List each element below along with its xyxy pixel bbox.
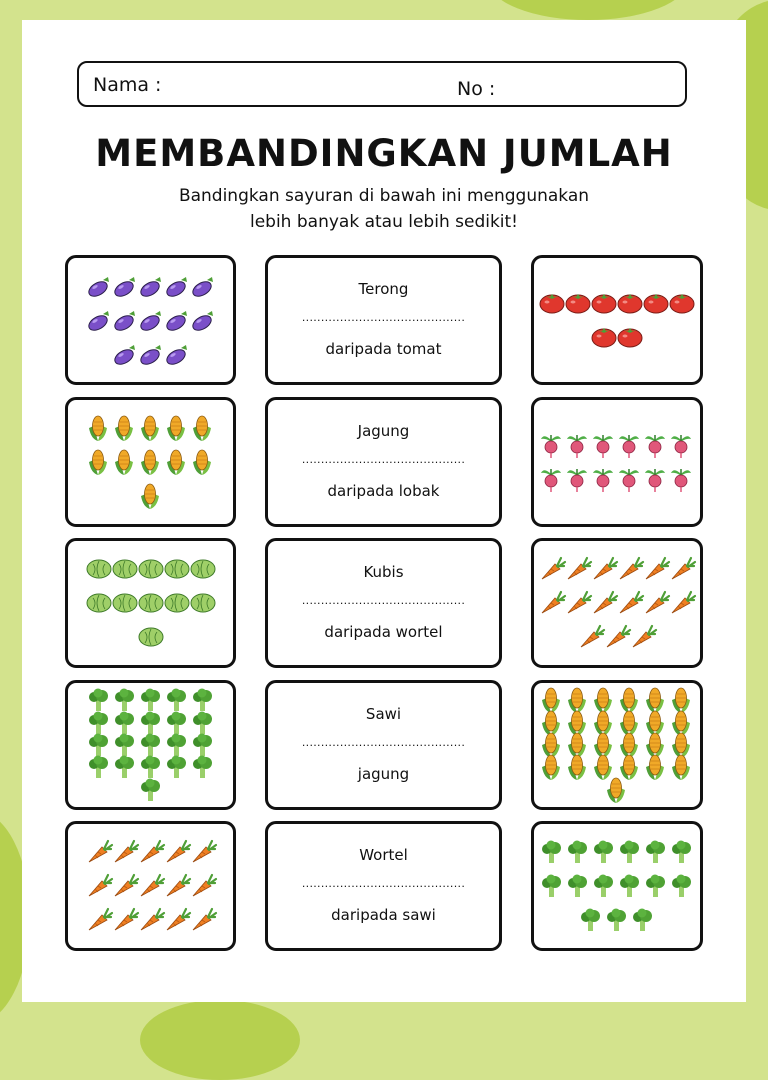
carrot-icon	[630, 624, 656, 650]
broccoli-icon	[112, 754, 138, 780]
cabbage-icon	[86, 556, 112, 582]
number-label: No :	[457, 78, 496, 100]
corn-icon	[669, 754, 695, 780]
carrot-icon	[190, 907, 216, 933]
carrot-icon	[112, 873, 138, 899]
carrot-icon	[565, 590, 591, 616]
carrot-icon	[190, 873, 216, 899]
instructions-line-2: lebih banyak atau lebih sedikit!	[249, 212, 518, 232]
eggplant-icon	[138, 307, 164, 333]
corn-icon	[190, 449, 216, 475]
tomato-icon	[591, 324, 617, 350]
carrot-icon	[138, 907, 164, 933]
cabbage-icon	[112, 590, 138, 616]
left-picture-box	[65, 821, 236, 951]
answer-blank[interactable]: ...........................................	[301, 736, 466, 749]
radish-icon	[669, 466, 695, 492]
corn-icon	[138, 483, 164, 509]
broccoli-icon	[669, 839, 695, 865]
broccoli-icon	[578, 907, 604, 933]
eggplant-icon	[138, 341, 164, 367]
eggplant-icon	[164, 273, 190, 299]
instructions	[22, 183, 746, 235]
broccoli-icon	[643, 873, 669, 899]
carrot-icon	[86, 839, 112, 865]
compare-label: daripada tomat	[325, 340, 442, 358]
radish-icon	[643, 432, 669, 458]
broccoli-icon	[539, 839, 565, 865]
carrot-icon	[138, 873, 164, 899]
broccoli-icon	[565, 873, 591, 899]
radish-icon	[669, 432, 695, 458]
radish-icon	[565, 432, 591, 458]
radish-icon	[617, 432, 643, 458]
left-picture-box	[65, 255, 236, 385]
cabbage-icon	[190, 556, 216, 582]
corn-icon	[86, 415, 112, 441]
carrot-icon	[164, 839, 190, 865]
answer-blank[interactable]: ...........................................	[301, 453, 466, 466]
eggplant-icon	[138, 273, 164, 299]
corn-icon	[112, 449, 138, 475]
radish-icon	[617, 466, 643, 492]
broccoli-icon	[138, 777, 164, 803]
corn-icon	[86, 449, 112, 475]
corn-icon	[112, 415, 138, 441]
instructions-line-1: Bandingkan sayuran di bawah ini menggunakan	[178, 186, 590, 206]
comparison-text-box	[265, 538, 502, 668]
subject-label: Jagung	[357, 422, 410, 440]
tomato-icon	[591, 290, 617, 316]
broccoli-icon	[86, 754, 112, 780]
right-picture-box	[531, 538, 703, 668]
right-picture-box	[531, 821, 703, 951]
right-picture-box	[531, 255, 703, 385]
radish-icon	[539, 466, 565, 492]
carrot-icon	[591, 590, 617, 616]
carrot-icon	[617, 590, 643, 616]
corn-icon	[164, 449, 190, 475]
eggplant-icon	[190, 273, 216, 299]
carrot-icon	[190, 839, 216, 865]
broccoli-icon	[617, 839, 643, 865]
carrot-icon	[164, 873, 190, 899]
corn-icon	[164, 415, 190, 441]
tomato-icon	[617, 324, 643, 350]
carrot-icon	[164, 907, 190, 933]
radish-icon	[565, 466, 591, 492]
carrot-icon	[112, 907, 138, 933]
right-picture-box	[531, 397, 703, 527]
corn-icon	[565, 754, 591, 780]
cabbage-icon	[138, 590, 164, 616]
broccoli-icon	[539, 873, 565, 899]
compare-label: jagung	[357, 765, 410, 783]
cabbage-icon	[190, 590, 216, 616]
carrot-icon	[578, 624, 604, 650]
corn-icon	[604, 777, 630, 803]
corn-icon	[138, 449, 164, 475]
eggplant-icon	[164, 307, 190, 333]
carrot-icon	[643, 556, 669, 582]
comparison-text-box	[265, 397, 502, 527]
cabbage-icon	[164, 590, 190, 616]
comparison-text-box	[265, 821, 502, 951]
broccoli-icon	[669, 873, 695, 899]
tomato-icon	[565, 290, 591, 316]
carrot-icon	[617, 556, 643, 582]
broccoli-icon	[643, 839, 669, 865]
carrot-icon	[86, 873, 112, 899]
subject-label: Terong	[358, 280, 409, 298]
compare-label: daripada wortel	[324, 623, 443, 641]
answer-blank[interactable]: ...........................................	[301, 877, 466, 890]
compare-label: daripada sawi	[331, 906, 436, 924]
eggplant-icon	[112, 307, 138, 333]
subject-label: Kubis	[363, 563, 404, 581]
comparison-text-box	[265, 680, 502, 810]
name-box	[77, 61, 687, 107]
subject-label: Wortel	[359, 846, 408, 864]
carrot-icon	[643, 590, 669, 616]
tomato-icon	[617, 290, 643, 316]
answer-blank[interactable]: ...........................................	[301, 594, 466, 607]
corn-icon	[643, 754, 669, 780]
carrot-icon	[669, 590, 695, 616]
left-picture-box	[65, 680, 236, 810]
comparison-text-box	[265, 255, 502, 385]
radish-icon	[591, 432, 617, 458]
eggplant-icon	[112, 273, 138, 299]
subject-label: Sawi	[365, 705, 402, 723]
compare-label: daripada lobak	[327, 482, 440, 500]
name-label: Nama :	[93, 74, 162, 96]
background-blob	[140, 1000, 300, 1080]
broccoli-icon	[164, 754, 190, 780]
worksheet	[22, 20, 746, 1002]
carrot-icon	[669, 556, 695, 582]
carrot-icon	[138, 839, 164, 865]
carrot-icon	[591, 556, 617, 582]
carrot-icon	[565, 556, 591, 582]
radish-icon	[643, 466, 669, 492]
carrot-icon	[539, 556, 565, 582]
answer-blank[interactable]: ...........................................	[301, 311, 466, 324]
corn-icon	[190, 415, 216, 441]
tomato-icon	[643, 290, 669, 316]
carrot-icon	[112, 839, 138, 865]
eggplant-icon	[86, 307, 112, 333]
eggplant-icon	[86, 273, 112, 299]
broccoli-icon	[190, 754, 216, 780]
eggplant-icon	[164, 341, 190, 367]
eggplant-icon	[190, 307, 216, 333]
broccoli-icon	[604, 907, 630, 933]
left-picture-box	[65, 538, 236, 668]
broccoli-icon	[617, 873, 643, 899]
eggplant-icon	[112, 341, 138, 367]
broccoli-icon	[591, 873, 617, 899]
carrot-icon	[86, 907, 112, 933]
tomato-icon	[669, 290, 695, 316]
cabbage-icon	[86, 590, 112, 616]
cabbage-icon	[112, 556, 138, 582]
background-blob	[488, 0, 688, 20]
left-picture-box	[65, 397, 236, 527]
tomato-icon	[539, 290, 565, 316]
page-title: MEMBANDINGKAN JUMLAH	[95, 132, 673, 175]
corn-icon	[138, 415, 164, 441]
corn-icon	[539, 754, 565, 780]
cabbage-icon	[138, 624, 164, 650]
carrot-icon	[604, 624, 630, 650]
right-picture-box	[531, 680, 703, 810]
broccoli-icon	[630, 907, 656, 933]
broccoli-icon	[591, 839, 617, 865]
cabbage-icon	[164, 556, 190, 582]
broccoli-icon	[565, 839, 591, 865]
radish-icon	[539, 432, 565, 458]
carrot-icon	[539, 590, 565, 616]
cabbage-icon	[138, 556, 164, 582]
radish-icon	[591, 466, 617, 492]
